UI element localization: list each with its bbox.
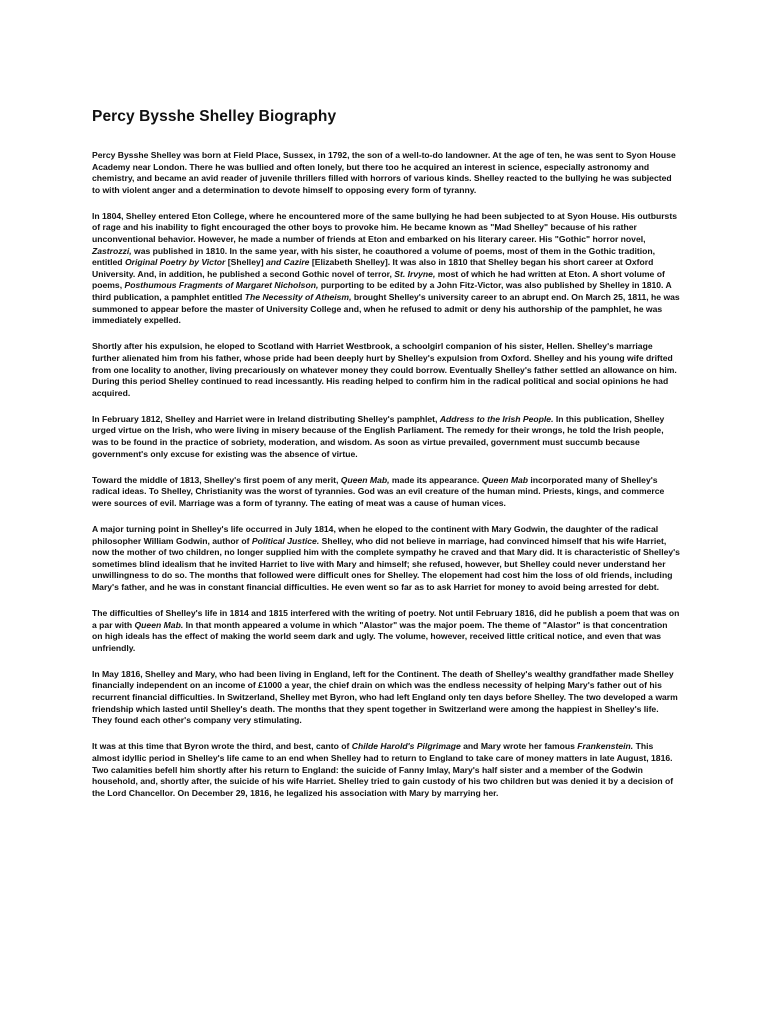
- paragraph: [92, 669, 680, 727]
- paragraph: [92, 150, 680, 196]
- paragraph: [92, 524, 680, 594]
- document-page: [92, 108, 680, 814]
- paragraph-text: In February 1812, Shelley and Harriet were in Ireland distributing Shelley's pamphlet,: [92, 413, 440, 424]
- paragraph-text: made its appearance.: [389, 474, 482, 485]
- paragraph: [92, 211, 680, 327]
- paragraph-text: In this publication, Shelley urged virtue on the Irish, who were living in misery because of the English Parliament. The remedy for their wrongs, he told the Irish people, was to be found in the practice of sobriety, moderation, and wisdom. As soon as virtue prevailed, government must succumb because government's only excuse for existing was the absence of virtue.: [92, 413, 665, 459]
- paragraph-text: In that month appeared a volume in which "Alastor" was the major poem. The theme of "Alastor" is that concentration on high ideals has the effect of making the world seem dark and ugly. The volume, however, received little critical notice, and even that was unfriendly.: [92, 619, 668, 653]
- paragraph: [92, 741, 680, 799]
- paragraph: [92, 341, 680, 399]
- paragraph-text: [Elizabeth Shelley]. It was also in 1810 that Shelley began his short career at Oxford University. And, in addition, he published a second Gothic novel of terror,: [92, 257, 654, 279]
- paragraph-text: most of which he had written at Eton. A short volume of poems,: [92, 268, 665, 291]
- paragraph-text: and Mary wrote her famous: [460, 741, 578, 752]
- italic-title-text: Address to the Irish People.: [439, 413, 554, 424]
- paragraph-text: Shelley, who did not believe in marriage, had convinced himself that his wife Harriet, now the mother of two children, no longer supplied him with the complete sympathy he craved and that Mary did. It is characteristic of Shelley's sometimes blind idealism that he invited Harriet to live with Mary and himself; she refused, however, but Shelley could never understand her unwillingness to do so. The months that followed were difficult ones for Shelley. The elopement had cost him the loss of old friends, including Mary's father, and he was in constant financial difficulties. He even went so far as to ask Harriet for money to avoid being arrested for debt.: [92, 535, 680, 592]
- italic-title-text: and Cazire: [266, 257, 310, 268]
- paragraph-text: In 1804, Shelley entered Eton College, where he encountered more of the same bullying he had been subjected to at Syon House. His outbursts of rage and his inability to fight encouraged the other boys to provoke him. He became known as "Mad Shelley" because of his rather unconventional behavior. However, he made a number of friends at Eton and embarked on his literary career. His "Gothic" horror novel,: [92, 210, 677, 245]
- paragraph-text: purporting to be edited by a John Fitz-Victor, was also published by Shelley in 1810. A third publication, a pamphlet entitled: [92, 280, 672, 303]
- paragraph-text: incorporated many of Shelley's radical ideas. To Shelley, Christianity was the worst of tyrannies. God was an evil creature of the human mind. Priests, kings, and commerce were sources of evil. Marriage was a form of tyranny. The eating of meat was a cause of human vices.: [92, 474, 665, 508]
- italic-title-text: Queen Mab,: [340, 474, 390, 485]
- italic-title-text: Childe Harold's Pilgrimage: [351, 741, 461, 752]
- paragraph: [92, 608, 680, 654]
- italic-title-text: The Necessity of Atheism,: [244, 292, 352, 303]
- paragraph-text: was published in 1810. In the same year, with his sister, he coauthored a volume of poems, most of them in the Gothic tradition, entitled: [92, 245, 656, 268]
- body-text: [92, 150, 680, 799]
- italic-title-text: Queen Mab.: [134, 619, 184, 630]
- paragraph-text: The difficulties of Shelley's life in 1814 and 1815 interfered with the writing of poetry. Not until February 1816, did he publish a poem that was on a par with: [92, 608, 680, 630]
- paragraph: [92, 475, 680, 510]
- italic-title-text: Frankenstein.: [577, 741, 634, 752]
- italic-title-text: Posthumous Fragments of Margaret Nicholson,: [124, 280, 319, 291]
- paragraph-text: A major turning point in Shelley's life occurred in July 1814, when he eloped to the continent with Mary Godwin, the daughter of the radical philosopher William Godwin, author of: [92, 523, 659, 546]
- paragraph-text: In May 1816, Shelley and Mary, who had been living in England, left for the Continent. The death of Shelley's wealthy grandfather made Shelley financially independent on an income of £1000 a year, the chief drain on which was the endless necessity of helping Mary's father out of his recurrent financial difficulties. In Switzerland, Shelley met Byron, who had left England only ten days before Shelley. The two developed a warm friendship which lasted until Shelley's death. The months that they spent together in Switzerland were among the happiest in Shelley's life. They found each other's company very stimulating.: [92, 668, 678, 726]
- paragraph-text: This almost idyllic period in Shelley's life came to an end when Shelley had to return to England to take care of money matters in late August, 1816. Two calamities befell him shortly after his return to England: the suicide of Fanny Imlay, Mary's half sister and a member of the Godwin household, and, shortly after, the suicide of his wife Harriet. Shelley tried to gain custody of his two children but was denied it by a decision of the Lord Chancellor. On December 29, 1816, he legalized his association with Mary by marrying her.: [92, 741, 674, 798]
- paragraph-text: Shortly after his expulsion, he eloped to Scotland with Harriet Westbrook, a schoolgirl companion of his sister, Hellen. Shelley's marriage further alienated him from his father, whose pride had been deeply hurt by Shelley's expulsion from Oxford. Shelley and his young wife drifted from one locality to another, living precariously on whatever money they could borrow. Eventually Shelley's father settled an allowance on him. During this period Shelley continued to read incessantly. His reading helped to confirm him in the radical political and social opinions he had acquired.: [92, 341, 677, 398]
- italic-title-text: Queen Mab: [481, 474, 529, 485]
- italic-title-text: Political Justice.: [251, 535, 320, 546]
- paragraph-text: Percy Bysshe Shelley was born at Field Place, Sussex, in 1792, the son of a well-to-do landowner. At the age of ten, he was sent to Syon House Academy near London. There he was bullied and often lonely, but there too he acquired an interest in science, especially astronomy and chemistry, and became an avid reader of juvenile thrillers filled with horrors of various kinds. Shelley reacted to the bullying he was subjected to with violent anger and a determination to devote himself to opposing every form of tyranny.: [92, 150, 676, 195]
- paragraph: [92, 414, 680, 460]
- paragraph-text: [Shelley]: [225, 257, 266, 268]
- paragraph-text: It was at this time that Byron wrote the third, and best, canto of: [92, 741, 352, 752]
- italic-title-text: Original Poetry by Victor: [124, 257, 226, 268]
- italic-title-text: Zastrozzi,: [92, 245, 132, 256]
- page-title: Percy Bysshe Shelley Biography: [92, 108, 337, 125]
- italic-title-text: St. Irvyne,: [394, 268, 436, 279]
- paragraph-text: Toward the middle of 1813, Shelley's first poem of any merit,: [92, 474, 341, 485]
- paragraph-text: brought Shelley's university career to an abrupt end. On March 25, 1811, he was summoned to appear before the master of University College and, when he refused to admit or deny his authorship of the pamphlet, he was immediately expelled.: [92, 292, 680, 326]
